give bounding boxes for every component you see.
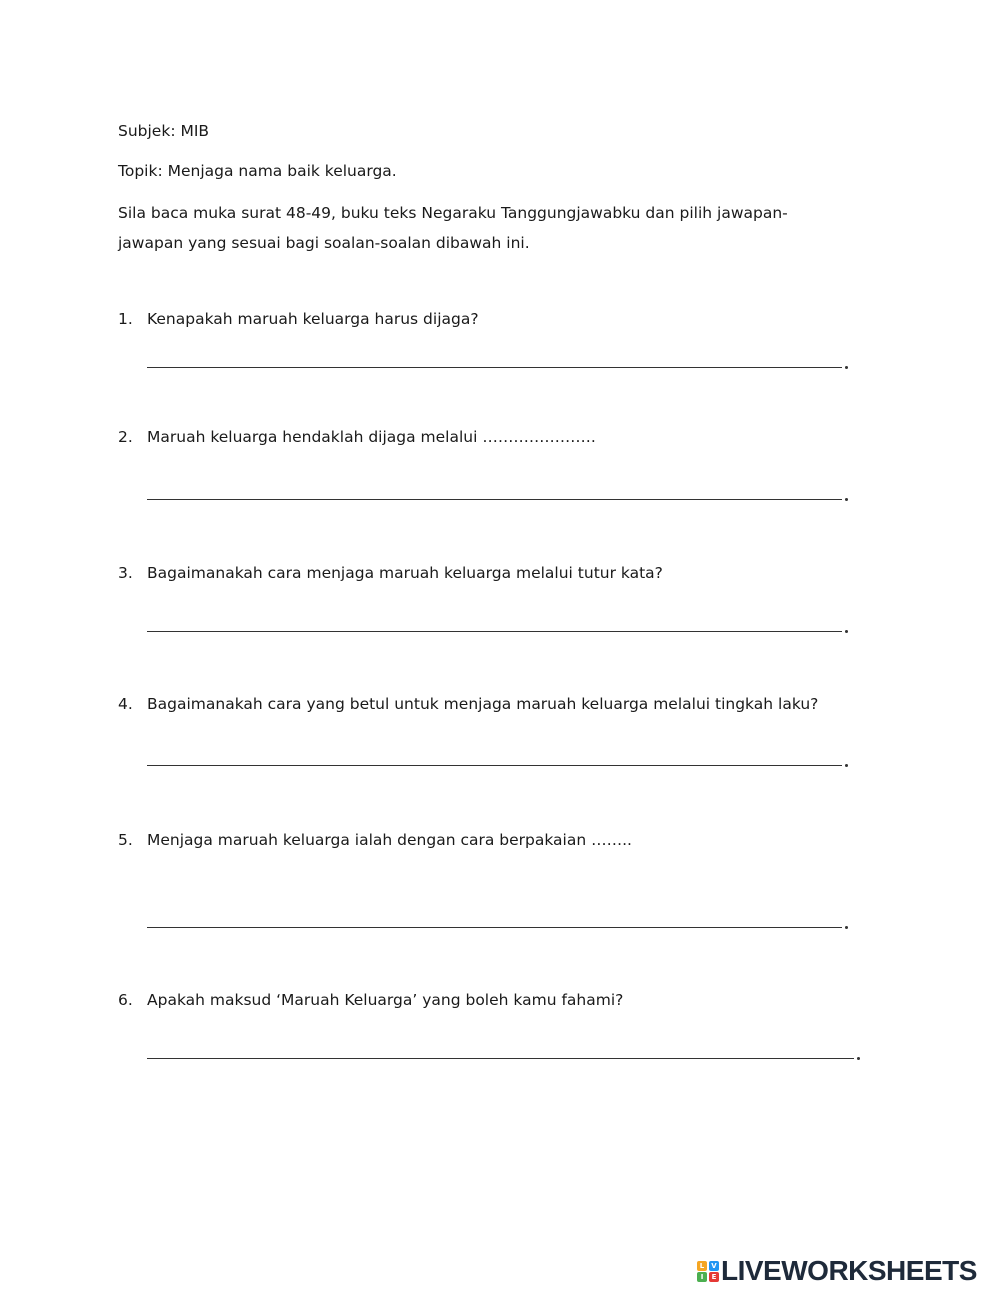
answer-line[interactable] — [147, 927, 842, 928]
question-6 — [118, 987, 878, 1013]
logo-blocks — [709, 1261, 719, 1282]
logo-block: E — [709, 1272, 719, 1282]
question-number: 2. — [118, 428, 133, 446]
instruction-text: Sila baca muka surat 48-49, buku teks Negaraku Tanggungjawabku dan pilih jawapan-jawapan yang sesuai bagi soalan-soalan dibawah ini. — [118, 204, 788, 252]
answer-line[interactable] — [147, 499, 842, 500]
topic-label: Topik: Menjaga nama baik keluarga. — [118, 162, 397, 180]
question-text: Bagaimanakah cara menjaga maruah keluarga melalui tutur kata? — [147, 564, 663, 582]
answer-line[interactable] — [147, 1058, 854, 1059]
question-text: Bagaimanakah cara yang betul untuk menjaga maruah keluarga melalui tingkah laku? — [147, 695, 819, 713]
answer-line-end-dot — [845, 926, 848, 929]
answer-line[interactable] — [147, 765, 842, 766]
liveworksheets-logo — [697, 1255, 977, 1287]
logo-block: V — [709, 1261, 719, 1271]
question-2 — [118, 424, 878, 450]
answer-line-end-dot — [845, 498, 848, 501]
question-5 — [118, 827, 878, 853]
question-3 — [118, 560, 878, 586]
question-number: 5. — [118, 831, 133, 849]
question-4 — [118, 691, 878, 717]
logo-text: LIVEWORKSHEETS — [721, 1255, 977, 1286]
question-number: 1. — [118, 310, 133, 328]
logo-blocks — [697, 1261, 707, 1282]
question-1 — [118, 306, 878, 332]
question-text: Maruah keluarga hendaklah dijaga melalui …………………. — [147, 428, 596, 446]
logo-block: I — [697, 1272, 707, 1282]
logo-block: L — [697, 1261, 707, 1271]
answer-line-end-dot — [845, 630, 848, 633]
question-number: 4. — [118, 695, 133, 713]
answer-line-end-dot — [845, 764, 848, 767]
answer-line-end-dot — [845, 366, 848, 369]
answer-line[interactable] — [147, 367, 842, 368]
answer-line-end-dot — [857, 1057, 860, 1060]
question-text: Apakah maksud ‘Maruah Keluarga’ yang boleh kamu fahami? — [147, 991, 624, 1009]
question-text: Menjaga maruah keluarga ialah dengan cara berpakaian …….. — [147, 831, 632, 849]
question-number: 6. — [118, 991, 133, 1009]
question-text: Kenapakah maruah keluarga harus dijaga? — [147, 310, 479, 328]
subject-label: Subjek: MIB — [118, 122, 210, 140]
question-number: 3. — [118, 564, 133, 582]
answer-line[interactable] — [147, 631, 842, 632]
